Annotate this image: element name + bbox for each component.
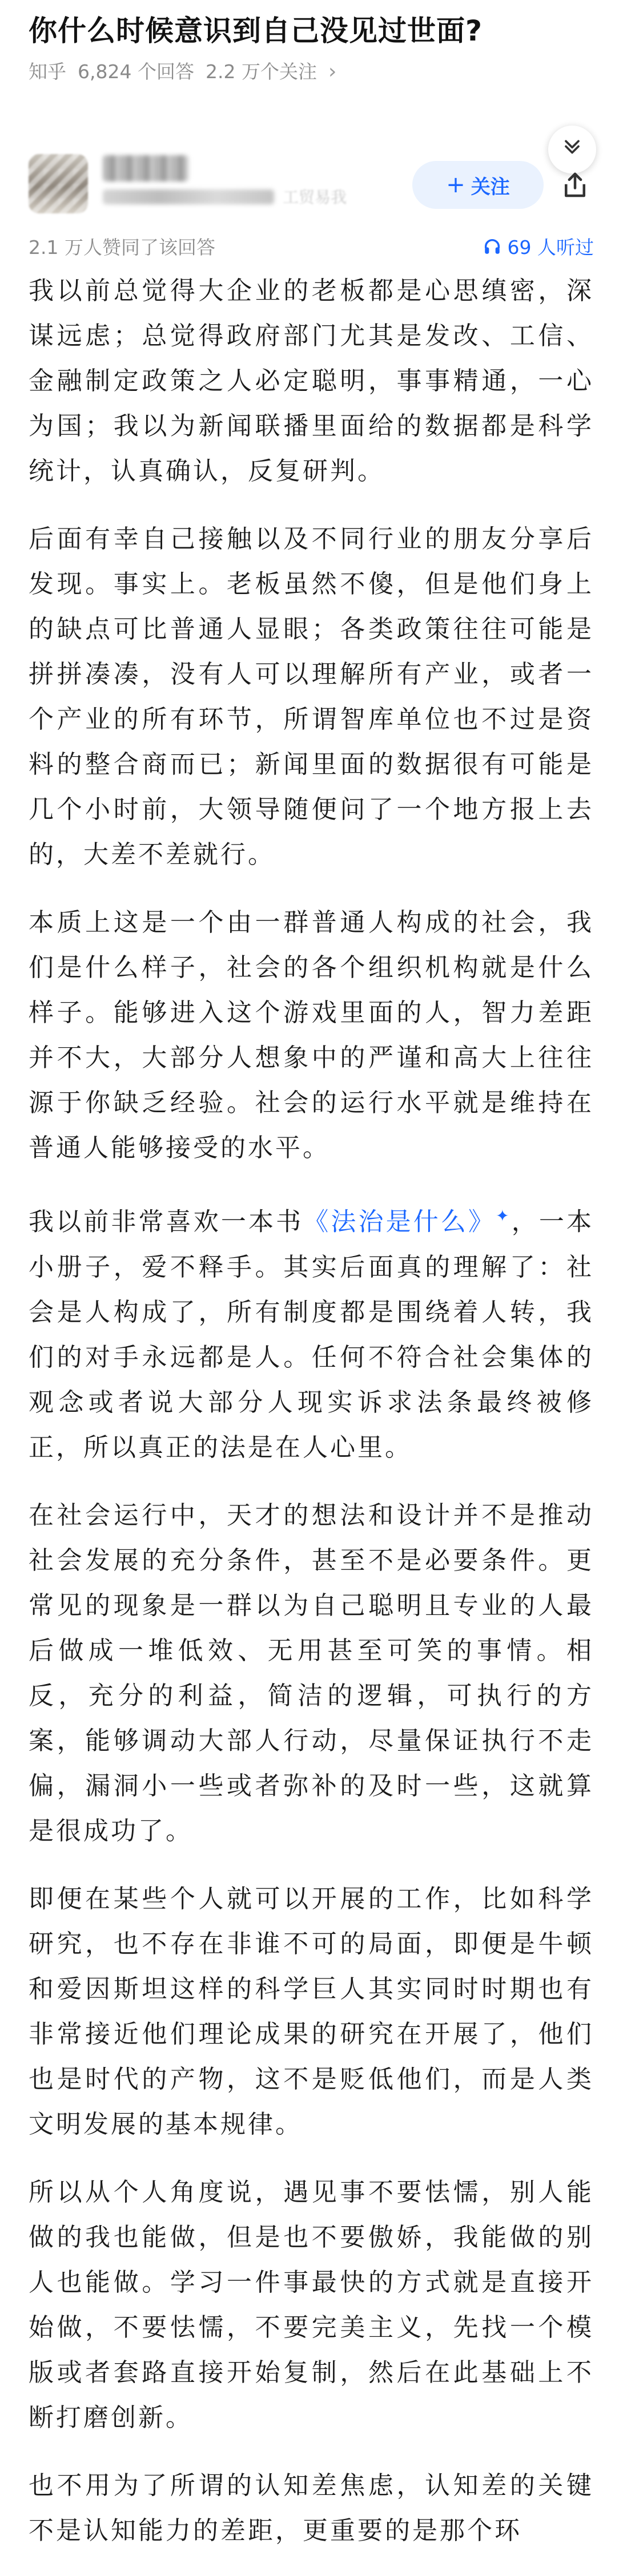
stats-row (29, 228, 594, 263)
source-label: 知乎 (29, 60, 66, 83)
answer-paragraph-3: 本质上这是一个由一群普通人构成的社会，我们是什么样子，社会的各个组织机构就是什么样子。能够进入这个游戏里面的人，智力差距并不大，大部分人想象中的严谨和高大上往往源于你缺乏经验。社会的运行水平就是维持在普通人能够接受的水平。 (29, 908, 594, 1162)
answer-paragraph-8: 也不用为了所谓的认知差焦虑，认知差的关键不是认知能力的差距，更重要的是那个环 (29, 2470, 594, 2545)
answers-count: 6,824 个回答 (78, 60, 194, 83)
author-row (29, 150, 594, 218)
answer-paragraph-2: 后面有幸自己接触以及不同行业的朋友分享后发现。事实上。老板虽然不傻，但是他们身上的缺点可比普通人显眼；各类政策往往可能是拼拼凑凑，没有人可以理解所有产业，或者一个产业的所有环节，所谓智库单位也不过是资料的整合商而已；新闻里面的数据很有可能是几个小时前，大领导随便问了一个地方报上去的，大差不差就行。 (29, 524, 594, 869)
author-bio-blurred (103, 189, 274, 204)
paragraph-4-lead: 我以前非常喜欢一本书 (29, 1207, 304, 1237)
listen-count-text: 69 人听过 (507, 236, 594, 259)
book-link[interactable]: 《法治是什么》 (303, 1207, 496, 1237)
answer-body (29, 268, 594, 2576)
share-icon[interactable] (560, 170, 590, 201)
chevron-right-icon: › (328, 60, 337, 83)
avatar[interactable] (29, 154, 88, 213)
paragraph-4-rest: ，一本小册子，爱不释手。其实后面真的理解了：社会是人构成了，所有制度都是围绕着人转，我们的对手永远都是人。任何不符合社会集体的观念或者说大部分人现实诉求法条最终被修正，所以真正的法是在人心里。 (29, 1207, 594, 1462)
follow-button[interactable] (412, 161, 544, 209)
headphones-icon (483, 237, 502, 256)
sparkle-icon[interactable]: ✦ (496, 1206, 512, 1225)
listen-count[interactable] (483, 233, 594, 260)
answer-paragraph-1: 我以前总觉得大企业的老板都是心思缜密，深谋远虑；总觉得政府部门尤其是发改、工信、金融制定政策之人必定聪明，事事精通，一心为国；我以为新闻联播里面给的数据都是科学统计，认真确认，反复研判。 (29, 276, 594, 486)
answer-paragraph-4 (29, 1193, 594, 1470)
question-meta[interactable] (29, 59, 336, 84)
followers-count: 2.2 万个关注 (205, 60, 317, 83)
follow-label: 关注 (471, 175, 510, 199)
plus-icon: + (446, 172, 465, 198)
author-bio-tail: 工贸易我 (283, 188, 347, 207)
vote-count: 2.1 万人赞同了该回答 (29, 236, 215, 259)
author-name-blurred[interactable] (103, 155, 188, 181)
answer-paragraph-5: 在社会运行中，天才的想法和设计并不是推动社会发展的充分条件，甚至不是必要条件。更常见的现象是一群以为自己聪明且专业的人最后做成一堆低效、无用甚至可笑的事情。相反，充分的利益，简洁的逻辑，可执行的方案，能够调动大部人行动，尽量保证执行不走偏，漏洞小一些或者弥补的及时一些，这就算是很成功了。 (29, 1500, 594, 1846)
answer-paragraph-7: 所以从个人角度说，遇见事不要怯懦，别人能做的我也能做，但是也不要傲娇，我能做的别人也能做。学习一件事最快的方式就是直接开始做，不要怯懦，不要完美主义，先找一个模版或者套路直接开始复制，然后在此基础上不断打磨创新。 (29, 2177, 594, 2432)
question-title[interactable]: 你什么时候意识到自己没见过世面? (29, 14, 483, 47)
answer-paragraph-6: 即便在某些个人就可以开展的工作，比如科学研究，也不存在非谁不可的局面，即便是牛顿和爱因斯坦这样的科学巨人其实同时时期也有非常接近他们理论成果的研究在开展了，他们也是时代的产物，这不是贬低他们，而是人类文明发展的基本规律。 (29, 1884, 594, 2139)
